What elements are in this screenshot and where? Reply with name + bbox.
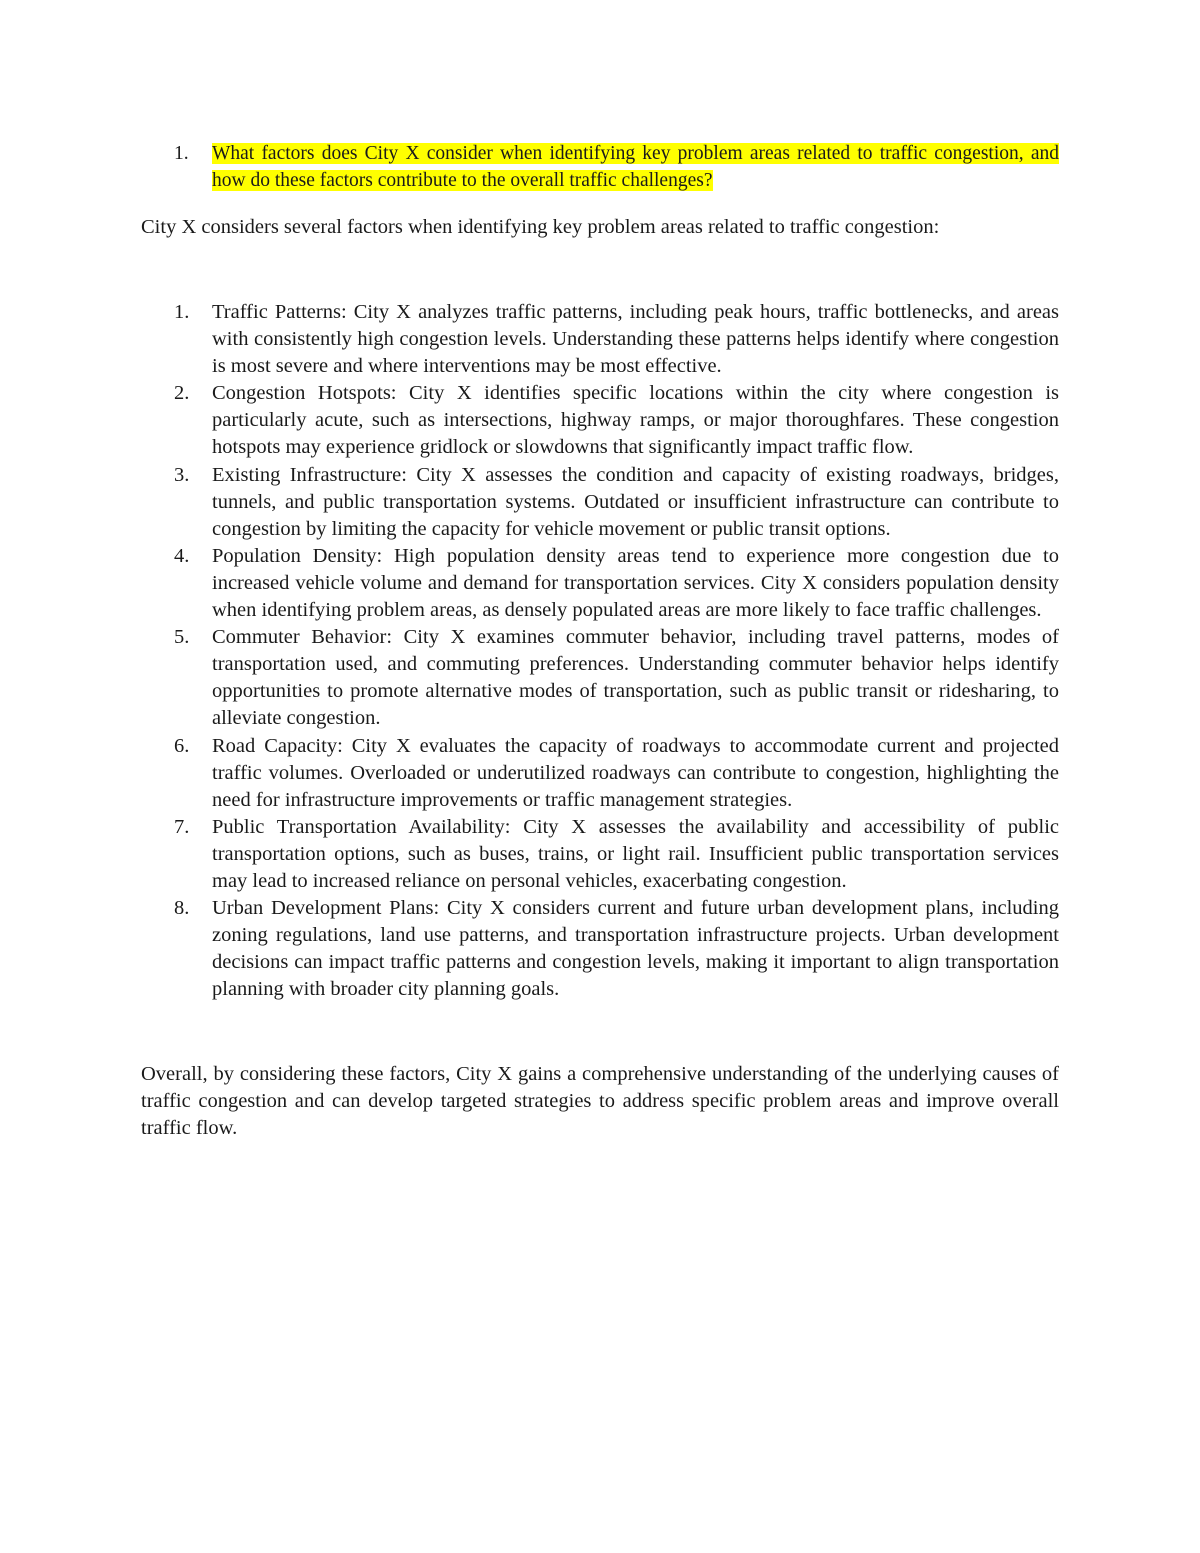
factor-number: 3. bbox=[174, 463, 190, 486]
factor-text: Traffic Patterns: City X analyzes traffic patterns, including peak hours, traffic bottlenecks, and areas with consistently high congestion levels. Understanding these patterns helps identify where congestion is most severe and where interventions may be most effective. bbox=[212, 301, 1059, 378]
factor-text: Congestion Hotspots: City X identifies specific locations within the city where congestion is particularly acute, such as intersections, highway ramps, or major thoroughfares. These congestion hotspots may experience gridlock or slowdowns that significantly impact traffic flow. bbox=[212, 382, 1059, 459]
question-item bbox=[141, 140, 1059, 194]
factor-text: Urban Development Plans: City X considers current and future urban development plans, including zoning regulations, land use patterns, and transportation infrastructure projects. Urban development decisions can impact traffic patterns and congestion levels, making it important to align transportation planning with broader city planning goals. bbox=[212, 897, 1059, 1001]
question-text-highlighted: What factors does City X consider when identifying key problem areas related to traffic congestion, and how do these factors contribute to the overall traffic challenges? bbox=[212, 143, 1059, 191]
factor-number: 2. bbox=[174, 382, 190, 405]
factor-number: 7. bbox=[174, 815, 190, 838]
factor-item bbox=[141, 624, 1059, 732]
factor-item bbox=[141, 299, 1059, 380]
factor-item bbox=[141, 462, 1059, 543]
intro-paragraph: City X considers several factors when identifying key problem areas related to traffic congestion: bbox=[141, 216, 940, 238]
factor-text: Existing Infrastructure: City X assesses the condition and capacity of existing roadways, bridges, tunnels, and public transportation systems. Outdated or insufficient infrastructure can contribute to congestion by limiting the capacity for vehicle movement or public transit options. bbox=[212, 463, 1059, 540]
factor-item bbox=[141, 814, 1059, 895]
question-number: 1. bbox=[174, 143, 189, 164]
factor-number: 5. bbox=[174, 626, 190, 649]
factor-text: Commuter Behavior: City X examines commuter behavior, including travel patterns, modes of transportation used, and commuting preferences. Understanding commuter behavior helps identify opportunities to promote alternative modes of transportation, such as public transit or ridesharing, to alleviate congestion. bbox=[212, 626, 1059, 730]
factor-item bbox=[141, 543, 1059, 624]
factor-item bbox=[141, 380, 1059, 461]
factor-text: Population Density: High population density areas tend to experience more congestion due to increased vehicle volume and demand for transportation services. City X considers population density when identifying problem areas, as densely populated areas are more likely to face traffic challenges. bbox=[212, 544, 1059, 622]
factor-text: Public Transportation Availability: City X assesses the availability and accessibility of public transportation options, such as buses, trains, or light rail. Insufficient public transportation services may lead to increased reliance on personal vehicles, exacerbating congestion. bbox=[212, 815, 1059, 892]
factor-number: 1. bbox=[174, 301, 190, 323]
factor-item bbox=[141, 733, 1059, 814]
factors-list bbox=[141, 299, 1059, 1003]
document-page bbox=[141, 140, 1059, 1142]
factor-text: Road Capacity: City X evaluates the capacity of roadways to accommodate current and projected traffic volumes. Overloaded or underutilized roadways can contribute to congestion, highlighting the need for infrastructure improvements or traffic management strategies. bbox=[212, 734, 1059, 811]
conclusion-paragraph: Overall, by considering these factors, City X gains a comprehensive understanding of the underlying causes of traffic congestion and can develop targeted strategies to address specific problem areas and improve overall traffic flow. bbox=[141, 1063, 1059, 1140]
factor-number: 4. bbox=[174, 544, 190, 567]
factor-item bbox=[141, 895, 1059, 1003]
factor-number: 8. bbox=[174, 897, 190, 920]
factor-number: 6. bbox=[174, 734, 190, 757]
